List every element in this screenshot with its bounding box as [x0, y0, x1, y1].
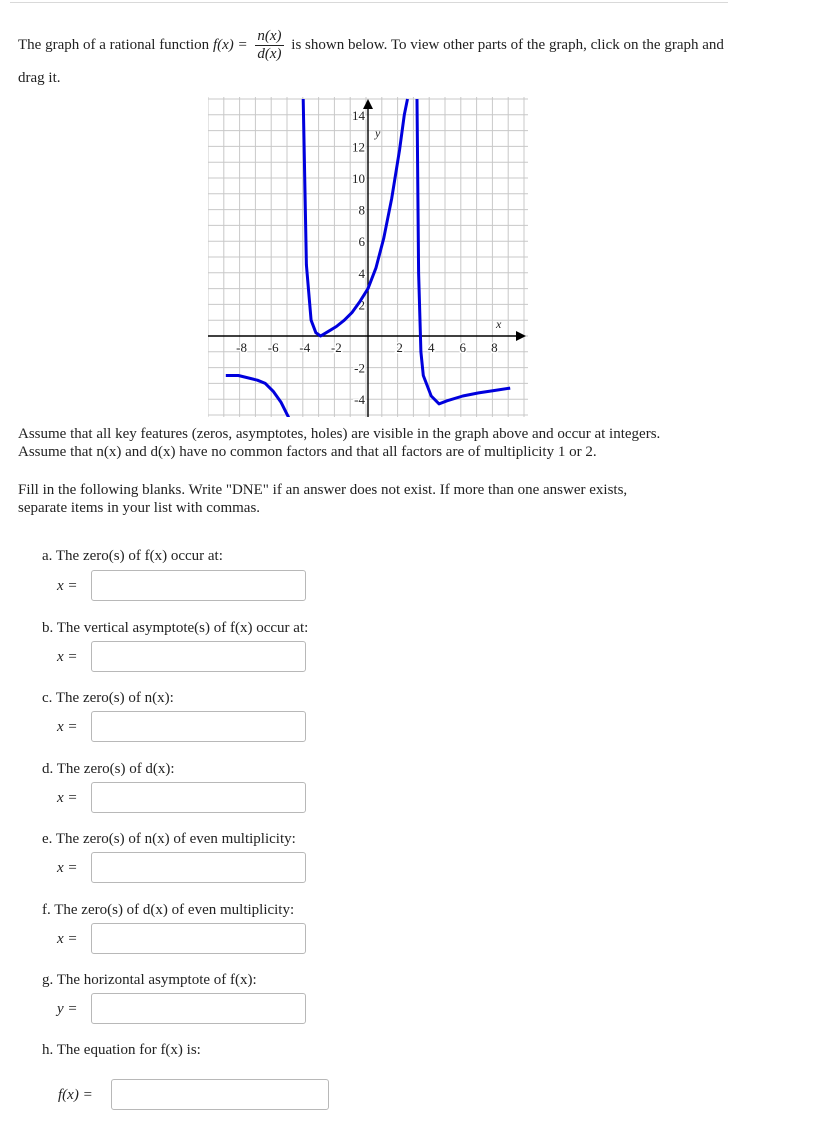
y-tick-label: 4: [358, 265, 365, 281]
assumption-line: Assume that all key features (zeros, asymptotes, holes) are visible in the graph above and occur at integers.: [18, 426, 661, 442]
y-tick-label: -2: [354, 360, 365, 376]
fraction-numerator: n(x): [257, 28, 282, 44]
y-tick-label: 8: [358, 202, 365, 218]
instruction-line: separate items in your list with commas.: [18, 500, 261, 516]
assumption-line: Assume that n(x) and d(x) have no common factors and that all factors are of multiplicity 1 or 2.: [18, 444, 597, 460]
x-tick-label: -8: [236, 340, 248, 355]
intro-fx: f(x) =: [212, 36, 248, 53]
rational-function-graph[interactable]: [208, 97, 528, 417]
y-tick-label: 12: [352, 139, 365, 155]
intro-after: is shown below. To view other parts of the graph, click on the graph and drag it.: [18, 36, 724, 86]
y-tick-label: 6: [358, 234, 365, 250]
x-tick-label: 6: [459, 340, 467, 355]
question-f-label: f. The zero(s) of d(x) of even multiplicity:: [42, 902, 295, 918]
question-g-var: y =: [57, 1001, 78, 1017]
question-d-label: d. The zero(s) of d(x):: [42, 761, 175, 777]
answer-g-input[interactable]: [91, 993, 306, 1024]
answer-b-input[interactable]: [91, 641, 306, 672]
instructions: [18, 481, 738, 517]
x-tick-label: 8: [491, 340, 498, 355]
x-tick-label: -4: [299, 340, 311, 355]
intro-before: The graph of a rational function: [18, 36, 213, 53]
instruction-line: Fill in the following blanks. Write "DNE" if an answer does not exist. If more than one answer exists,: [18, 482, 628, 498]
answer-h-input[interactable]: [111, 1079, 329, 1110]
curve-left-branch: [226, 376, 289, 418]
question-b-label: b. The vertical asymptote(s) of f(x) occur at:: [42, 620, 309, 636]
question-e-label: e. The zero(s) of n(x) of even multiplicity:: [42, 831, 296, 847]
y-tick-label: 2: [358, 297, 365, 313]
x-tick-label: -6: [267, 340, 279, 355]
answer-a-input[interactable]: [91, 570, 306, 601]
curve-right-branch: [417, 99, 510, 404]
x-axis-label: x: [495, 317, 502, 331]
question-c-var: x =: [57, 719, 78, 735]
answer-e-input[interactable]: [91, 852, 306, 883]
question-d-var: x =: [57, 790, 78, 806]
question-b-var: x =: [57, 649, 78, 665]
intro-text: [18, 28, 738, 94]
question-e-var: x =: [57, 860, 78, 876]
answer-c-input[interactable]: [91, 711, 306, 742]
fraction: [255, 28, 283, 63]
x-tick-label: -2: [330, 340, 342, 355]
assumptions: [18, 425, 778, 461]
question-h-var: f(x) =: [58, 1087, 93, 1103]
x-tick-label: 4: [427, 340, 435, 355]
top-divider: [10, 2, 728, 3]
y-tick-label: 10: [352, 171, 365, 186]
y-tick-label: -4: [354, 392, 365, 408]
y-axis-label: y: [375, 126, 381, 140]
question-f-var: x =: [57, 931, 78, 947]
question-a-label: a. The zero(s) of f(x) occur at:: [42, 548, 223, 564]
question-c-label: c. The zero(s) of n(x):: [42, 690, 174, 706]
question-a-var: x =: [57, 578, 78, 594]
answer-d-input[interactable]: [91, 782, 306, 813]
y-tick-label: 14: [352, 107, 365, 123]
question-g-label: g. The horizontal asymptote of f(x):: [42, 972, 257, 988]
fraction-denominator: d(x): [257, 46, 282, 62]
x-tick-label: 2: [396, 340, 403, 355]
question-h-label: h. The equation for f(x) is:: [42, 1042, 201, 1058]
answer-f-input[interactable]: [91, 923, 306, 954]
